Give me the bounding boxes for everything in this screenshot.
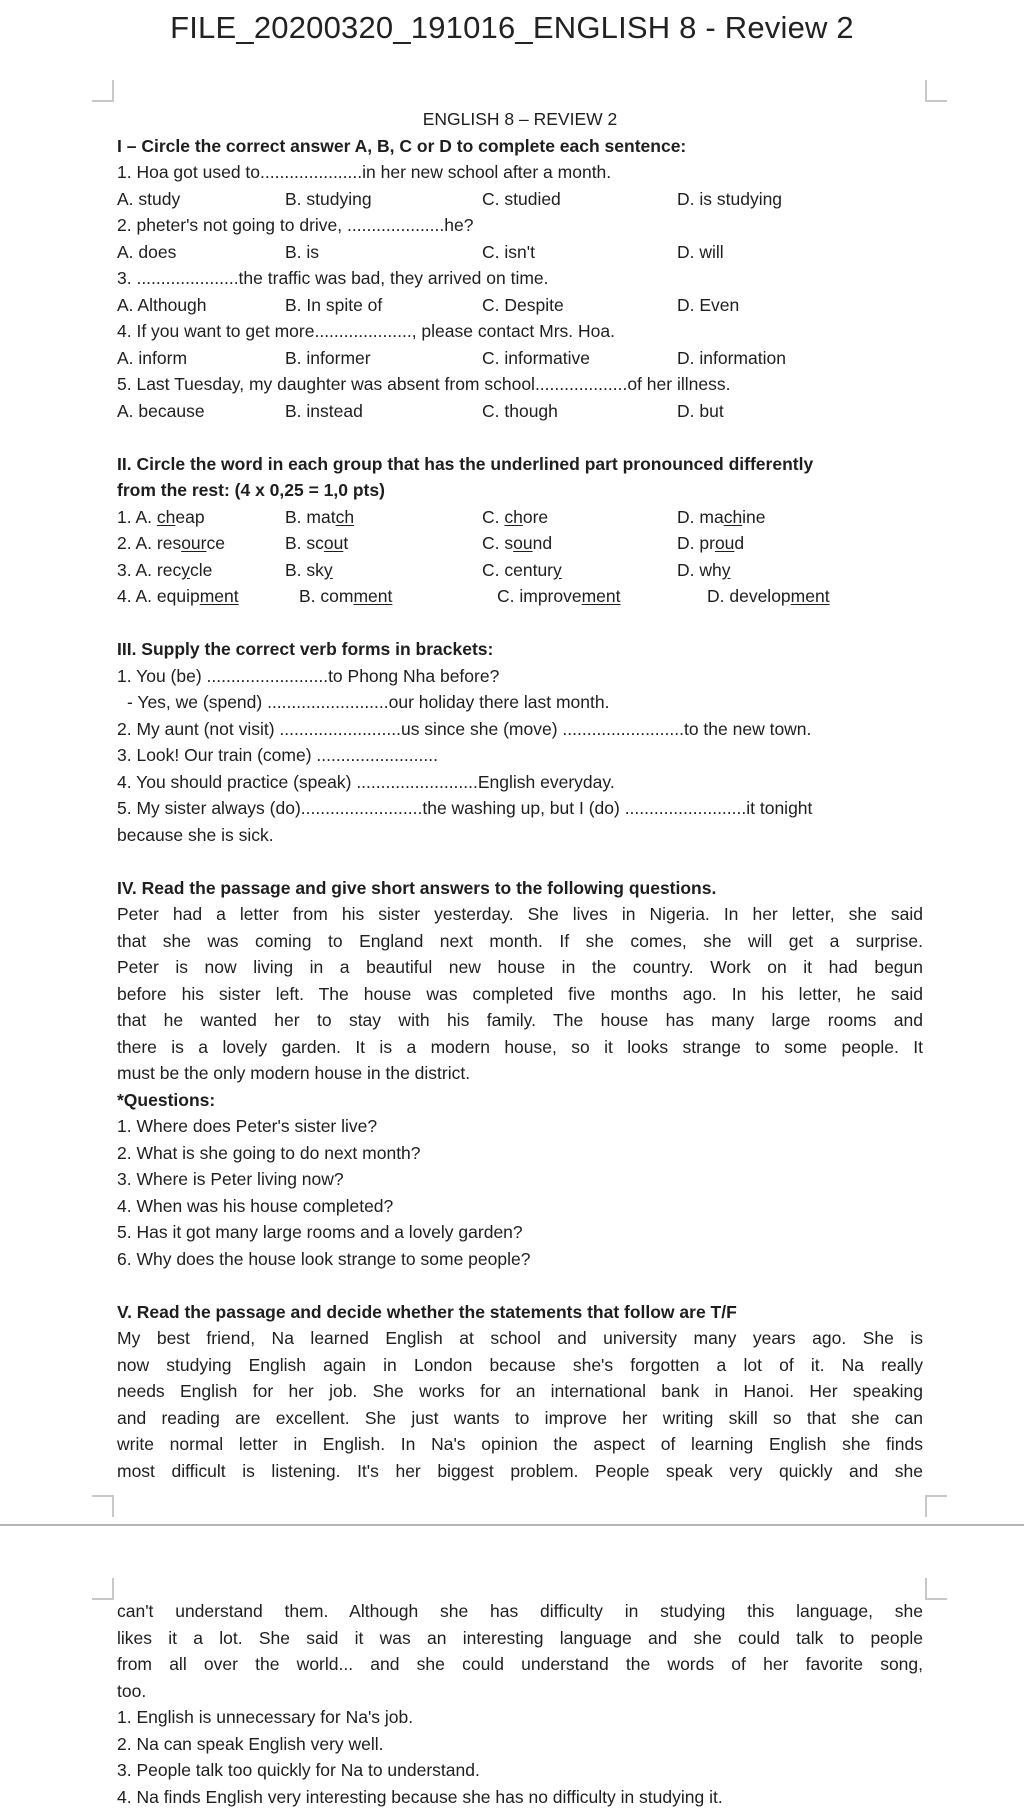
passage-line: that she was coming to England next month. If she comes, she will get a surprise.	[117, 930, 923, 951]
section-2-heading-cont: from the rest: (4 x 0,25 = 1,0 pts)	[117, 480, 385, 500]
word-part: D. wh	[677, 559, 722, 580]
option-a[interactable]: A. study	[117, 188, 181, 209]
pronunciation-row	[117, 583, 923, 610]
page-corner-mark	[92, 1578, 114, 1600]
tf-statement: 3. People talk too quickly for Na to understand.	[117, 1760, 480, 1780]
passage-line: and reading are excellent. She just wants to improve her writing skill so that she can	[117, 1407, 923, 1428]
word-part: ine	[742, 506, 766, 527]
question-stem: 5. Last Tuesday, my daughter was absent from school...................of her illness.	[117, 374, 731, 394]
question-stem: 1. Hoa got used to.....................in her new school after a month.	[117, 162, 612, 182]
tf-statements	[117, 1704, 923, 1810]
question-item: 6. Why does the house look strange to some people?	[117, 1248, 531, 1269]
question-stem: 3. .....................the traffic was bad, they arrived on time.	[117, 268, 549, 288]
option-a[interactable]: A. does	[117, 241, 177, 262]
question-item: 2. What is she going to do next month?	[117, 1142, 421, 1163]
passage-line: My best friend, Na learned English at school and university many years ago. She is	[117, 1328, 923, 1348]
section-1-questions	[117, 159, 923, 424]
word-part: ce	[206, 533, 225, 553]
word-part: 2. A. res	[117, 533, 182, 553]
question-item: 5. Has it got many large rooms and a lovely garden?	[117, 1222, 523, 1242]
page-corner-mark	[925, 1578, 947, 1600]
underlined-part: ment	[353, 586, 393, 606]
passage-line: needs English for her job. She works for an international bank in Hanoi. Her speaking	[117, 1381, 923, 1401]
pronunciation-row	[117, 504, 923, 531]
option-c[interactable]: C. studied	[482, 188, 561, 209]
word-part: C.	[482, 506, 505, 527]
underlined-part: our	[181, 533, 207, 553]
word-part: nd	[532, 533, 553, 553]
file-title: FILE_20200320_191016_ENGLISH 8 - Review 2	[170, 10, 854, 45]
answer-options	[117, 398, 923, 425]
passage-line: must be the only modern house in the district.	[117, 1063, 471, 1083]
passage-line: that he wanted her to stay with his family. The house has many large rooms and	[117, 1010, 923, 1030]
word-option[interactable]	[677, 530, 744, 557]
word-part: B. com	[299, 586, 354, 606]
word-part: 4. A. equip	[117, 586, 200, 606]
verb-form-items	[117, 663, 923, 849]
passage-line: Peter is now living in a beautiful new house in the country. Work on it had begun	[117, 957, 923, 977]
option-d[interactable]: D. will	[677, 241, 724, 262]
option-a[interactable]: A. because	[117, 400, 205, 421]
passage-line: too.	[117, 1680, 147, 1701]
option-d[interactable]: D. information	[677, 347, 786, 368]
underlined-part: y	[181, 559, 190, 580]
answer-options	[117, 239, 923, 266]
underlined-part: ment	[790, 586, 830, 606]
word-option[interactable]	[299, 583, 392, 610]
question-stem: 2. pheter's not going to drive, ....................he?	[117, 215, 474, 235]
option-d[interactable]: D. is studying	[677, 188, 783, 209]
word-option[interactable]	[677, 557, 730, 584]
verb-item: 2. My aunt (not visit) .........................us since she (move) .........................to the new town.	[117, 718, 812, 739]
answer-options	[117, 345, 923, 372]
tf-statement: 1. English is unnecessary for Na's job.	[117, 1707, 414, 1727]
word-part: D. pr	[677, 533, 715, 553]
option-b[interactable]: B. instead	[285, 400, 363, 421]
passage-line: now studying English again in London because she's forgotten a lot of it. Na really	[117, 1354, 923, 1375]
word-part: 1. A.	[117, 506, 157, 527]
question-item: 4. When was his house completed?	[117, 1195, 394, 1216]
underlined-part: ch	[723, 506, 743, 527]
verb-item: 1. You (be) .........................to Phong Nha before?	[117, 665, 500, 686]
passage-line: from all over the world... and she could understand the words of her favorite song,	[117, 1654, 923, 1674]
question-list	[117, 1113, 923, 1272]
word-option[interactable]	[117, 583, 239, 610]
passage-na-continued	[117, 1598, 923, 1704]
word-option[interactable]	[497, 583, 621, 610]
question-item: 1. Where does Peter's sister live?	[117, 1116, 378, 1136]
sheet-title: ENGLISH 8 – REVIEW 2	[422, 109, 618, 129]
word-option[interactable]	[677, 504, 766, 531]
word-part: C. s	[482, 533, 514, 553]
passage-line: write normal letter in English. In Na's opinion the aspect of learning English she finds	[117, 1434, 923, 1454]
passage-line: can't understand them. Although she has difficulty in studying this language, she	[117, 1601, 923, 1621]
word-part: B. mat	[285, 506, 336, 527]
verb-item: 3. Look! Our train (come) .........................	[117, 745, 438, 765]
pronunciation-row	[117, 557, 923, 584]
option-b[interactable]: B. studying	[285, 188, 372, 209]
page-separator	[0, 1524, 1024, 1526]
option-b[interactable]: B. is	[285, 241, 320, 262]
verb-item: because she is sick.	[117, 824, 274, 845]
verb-item: - Yes, we (spend) .........................our holiday there last month.	[127, 692, 610, 712]
section-2-heading: II. Circle the word in each group that has the underlined part pronounced differently	[117, 453, 814, 474]
word-part: C. centur	[482, 559, 553, 580]
page-corner-mark	[925, 80, 947, 102]
word-option[interactable]	[285, 504, 354, 531]
section-1-heading: I – Circle the correct answer A, B, C or D to complete each sentence:	[117, 135, 687, 156]
tf-statement: 4. Na finds English very interesting because she has no difficulty in studying it.	[117, 1786, 723, 1807]
underlined-part: ment	[581, 586, 621, 606]
word-option[interactable]	[285, 530, 348, 557]
passage-line: most difficult is listening. It's her biggest problem. People speak very quickly and she	[117, 1460, 923, 1481]
pronunciation-row	[117, 530, 923, 557]
passage-line: there is a lovely garden. It is a modern house, so it looks strange to some people. It	[117, 1036, 923, 1057]
word-option[interactable]	[707, 583, 830, 610]
word-part: C. improve	[497, 586, 582, 606]
passage-line: Peter had a letter from his sister yesterday. She lives in Nigeria. In her letter, she said	[117, 904, 923, 924]
passage-line: likes it a lot. She said it was an interesting language and she could talk to people	[117, 1627, 923, 1648]
word-part: D. ma	[677, 506, 724, 527]
underlined-part: ment	[199, 586, 239, 606]
page-corner-mark	[925, 1495, 947, 1517]
underlined-part: ch	[156, 506, 176, 527]
option-d[interactable]: D. but	[677, 400, 724, 421]
underlined-part: y	[721, 559, 731, 580]
word-part: B. sk	[285, 559, 324, 580]
word-part: d	[734, 533, 745, 553]
verb-item: 5. My sister always (do).........................the washing up, but I (do) .........................it tonight	[117, 798, 813, 818]
word-option[interactable]	[285, 557, 333, 584]
question-stem: 4. If you want to get more...................., please contact Mrs. Hoa.	[117, 321, 615, 341]
word-option[interactable]	[482, 530, 552, 557]
underlined-part: y	[323, 559, 333, 580]
passage-line: before his sister left. The house was completed five months ago. In his letter, he said	[117, 983, 923, 1004]
underlined-part: ou	[323, 533, 344, 553]
underlined-part: ch	[504, 506, 523, 527]
option-c[interactable]: C. informative	[482, 347, 590, 368]
word-part: eap	[175, 506, 205, 527]
word-part: t	[343, 533, 349, 553]
document-page-2	[117, 1598, 923, 1810]
answer-options	[117, 186, 923, 213]
section-3-heading: III. Supply the correct verb forms in brackets:	[117, 639, 494, 659]
word-part: ore	[522, 506, 549, 527]
option-a[interactable]: A. inform	[117, 347, 188, 368]
option-b[interactable]: B. In spite of	[285, 294, 383, 315]
tf-statement: 2. Na can speak English very well.	[117, 1733, 384, 1754]
underlined-part: y	[553, 559, 562, 580]
option-c[interactable]: C. Despite	[482, 294, 564, 315]
word-option[interactable]	[482, 557, 562, 584]
passage-peter	[117, 901, 923, 1087]
underlined-part: ou	[513, 533, 533, 553]
pronunciation-groups	[117, 504, 923, 610]
option-c[interactable]: C. though	[482, 400, 558, 421]
page-corner-mark	[92, 1495, 114, 1517]
word-option[interactable]	[117, 530, 225, 557]
page-corner-mark	[92, 80, 114, 102]
question-item: 3. Where is Peter living now?	[117, 1169, 344, 1189]
option-d[interactable]: D. Even	[677, 294, 740, 315]
document-page-1	[117, 106, 923, 1484]
questions-label: *Questions:	[117, 1089, 216, 1110]
word-part: D. develop	[707, 586, 791, 606]
option-a[interactable]: A. Although	[117, 294, 207, 315]
section-4-heading: IV. Read the passage and give short answers to the following questions.	[117, 877, 717, 898]
word-option[interactable]	[117, 557, 212, 584]
option-b[interactable]: B. informer	[285, 347, 371, 368]
option-c[interactable]: C. isn't	[482, 241, 535, 262]
passage-na	[117, 1325, 923, 1484]
underlined-part: ou	[714, 533, 735, 553]
underlined-part: ch	[335, 506, 355, 527]
word-part: cle	[189, 559, 213, 580]
word-option[interactable]	[482, 504, 548, 531]
answer-options	[117, 292, 923, 319]
word-part: 3. A. rec	[117, 559, 182, 580]
section-5-heading: V. Read the passage and decide whether the statements that follow are T/F	[117, 1301, 737, 1322]
word-part: B. sc	[285, 533, 324, 553]
verb-item: 4. You should practice (speak) .........................English everyday.	[117, 771, 615, 792]
word-option[interactable]	[117, 504, 205, 531]
